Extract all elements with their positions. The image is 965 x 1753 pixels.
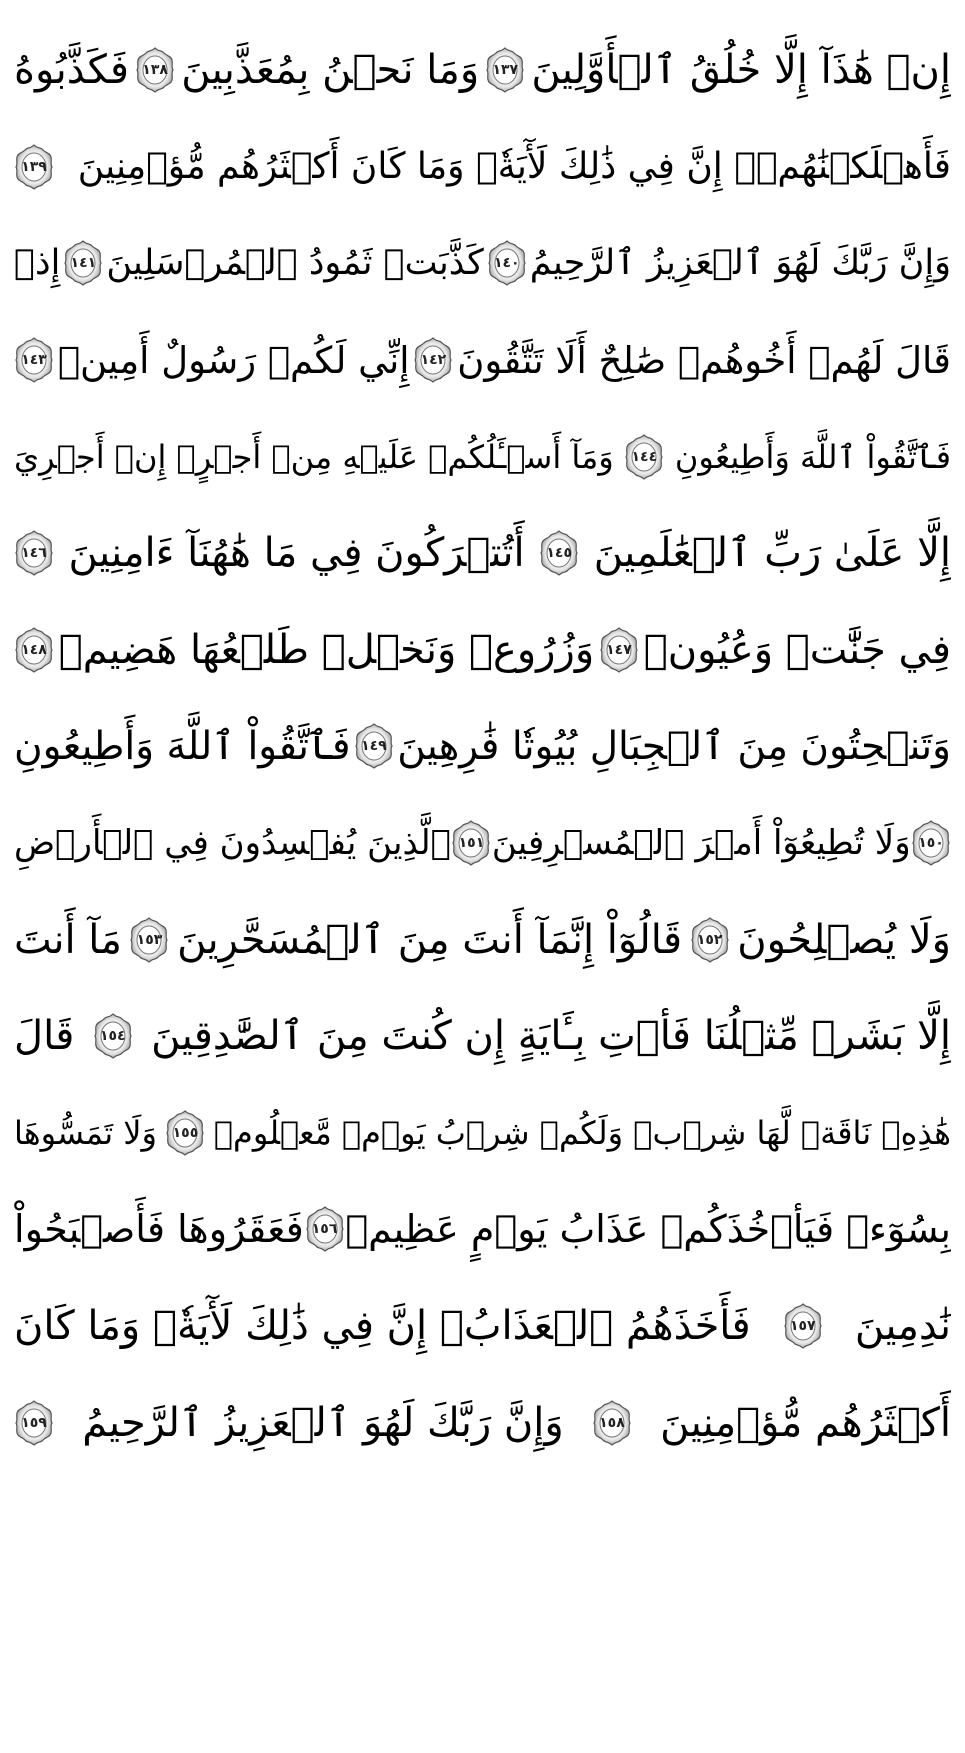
- verse-line: [14, 22, 951, 119]
- verse-line: [14, 1085, 951, 1182]
- ayah-number-marker: [14, 1400, 54, 1446]
- verse-text: وَلَا تَمَسُّوهَا: [14, 1113, 157, 1152]
- ayah-number: ١٣٨: [142, 62, 168, 79]
- verse-text: فَأَهۡلَكۡنَٰهُمۡۚ إِنَّ فِي ذَٰلِكَ لَأٓيَةٗۖ وَمَا كَانَ أَكۡثَرُهُم مُّؤۡمِنِينَ: [77, 145, 951, 187]
- ayah-number-marker: [63, 240, 103, 286]
- ayah-number-marker: [14, 530, 54, 576]
- verse-lines: [14, 22, 951, 1471]
- verse-text: إِذۡ: [14, 242, 61, 283]
- verse-line: [14, 1278, 951, 1375]
- ayah-number-marker: [14, 627, 54, 673]
- ayah-number: ١٥٠: [918, 835, 944, 852]
- ayah-number: ١٥٦: [311, 1221, 338, 1238]
- verse-text: فَأَخَذَهُمُ ٱلۡعَذَابُۚ إِنَّ فِي ذَٰلِكَ لَأٓيَةٗۖ وَمَا كَانَ: [14, 1303, 751, 1350]
- verse-text: أَكۡثَرُهُم مُّؤۡمِنِينَ: [660, 1399, 951, 1446]
- ayah-number: ١٥٣: [136, 931, 163, 948]
- ayah-number-marker: [487, 240, 527, 286]
- ayah-number: ١٤٩: [361, 738, 387, 755]
- ayah-number: ١٤٨: [21, 641, 47, 658]
- verse-text: وَإِنَّ رَبَّكَ لَهُوَ ٱلۡعَزِيزُ ٱلرَّحِيمُ: [82, 1399, 564, 1446]
- ayah-number-marker: [624, 434, 664, 480]
- ayah-number-marker: [451, 820, 491, 866]
- ayah-number: ١٤٧: [606, 641, 632, 658]
- verse-text: قَالَ: [14, 1013, 75, 1060]
- verse-line: [14, 119, 951, 216]
- verse-line: [14, 1181, 951, 1278]
- verse-line: [14, 408, 951, 505]
- ayah-number: ١٤١: [70, 255, 97, 272]
- verse-text: فَٱتَّقُواْ ٱللَّهَ وَأَطِيعُونِ: [674, 437, 951, 476]
- ayah-number: ١٣٩: [21, 158, 47, 175]
- verse-text: وَمَا نَحۡنُ بِمُعَذَّبِينَ: [181, 47, 480, 94]
- verse-text: وَإِنَّ رَبَّكَ لَهُوَ ٱلۡعَزِيزُ ٱلرَّحِيمُ: [529, 242, 951, 283]
- ayah-number: ١٥٩: [21, 1414, 47, 1431]
- verse-line: [14, 312, 951, 409]
- verse-text: إِلَّا بَشَرٞ مِّثۡلُنَا فَأۡتِ بِـَٔايَةٍ إِن كُنتَ مِنَ ٱلصَّٰدِقِينَ: [151, 1013, 951, 1060]
- ayah-number-marker: [592, 1400, 632, 1446]
- ayah-number-marker: [135, 47, 175, 93]
- verse-text: إِنۡ هَٰذَآ إِلَّا خُلُقُ ٱلۡأَوَّلِينَ: [531, 47, 951, 94]
- ayah-number-marker: [599, 627, 639, 673]
- verse-text: ٱلَّذِينَ يُفۡسِدُونَ فِي ٱلۡأَرۡضِ: [14, 823, 452, 864]
- ayah-number-marker: [539, 530, 579, 576]
- verse-text: إِلَّا عَلَىٰ رَبِّ ٱلۡعَٰلَمِينَ: [593, 530, 951, 577]
- ayah-number: ١٤٦: [21, 545, 47, 562]
- verse-text: قَالَ لَهُمۡ أَخُوهُمۡ صَٰلِحٌ أَلَا تَتَّقُونَ: [457, 338, 951, 382]
- ayah-number: ١٤٥: [546, 545, 572, 562]
- verse-line: [14, 1374, 951, 1471]
- ayah-number: ١٥٧: [789, 1318, 816, 1335]
- ayah-number: ١٥٥: [172, 1124, 199, 1141]
- ayah-number: ١٥٤: [99, 1028, 126, 1045]
- verse-text: وَتَنۡحِتُونَ مِنَ ٱلۡجِبَالِ بُيُوتٗا فَٰرِهِينَ: [397, 723, 951, 769]
- verse-text: فِي جَنَّٰتٖ وَعُيُونٖ: [643, 626, 951, 673]
- ayah-number: ١٤٤: [631, 448, 658, 465]
- ayah-number-marker: [413, 337, 453, 383]
- ayah-number: ١٥٢: [696, 931, 723, 948]
- verse-text: وَزُرُوعٖ وَنَخۡلٖ طَلۡعُهَا هَضِيمٞ: [58, 626, 595, 673]
- verse-text: كَذَّبَتۡ ثَمُودُ ٱلۡمُرۡسَلِينَ: [106, 242, 484, 283]
- ayah-number-marker: [783, 1303, 823, 1349]
- verse-text: فَٱتَّقُواْ ٱللَّهَ وَأَطِيعُونِ: [14, 723, 351, 769]
- ayah-number: ١٤٢: [420, 352, 447, 369]
- ayah-number-marker: [14, 144, 54, 190]
- verse-text: إِنِّي لَكُمۡ رَسُولٌ أَمِينٞ: [57, 338, 410, 382]
- ayah-number-marker: [485, 47, 525, 93]
- verse-text: مَآ أَنتَ: [14, 916, 122, 963]
- verse-line: [14, 215, 951, 312]
- verse-text: وَلَا تُطِيعُوٓاْ أَمۡرَ ٱلۡمُسۡرِفِينَ: [491, 823, 911, 864]
- ayah-number-marker: [129, 917, 169, 963]
- verse-text: قَالُوٓاْ إِنَّمَآ أَنتَ مِنَ ٱلۡمُسَحَّرِينَ: [177, 916, 683, 963]
- verse-line: [14, 891, 951, 988]
- ayah-number-marker: [165, 1110, 205, 1156]
- verse-text: هَٰذِهِۦ نَاقَةٞ لَّهَا شِرۡبٞ وَلَكُمۡ شِرۡبُ يَوۡمٖ مَّعۡلُومٖ: [213, 1113, 951, 1152]
- ayah-number-marker: [354, 723, 394, 769]
- verse-text: وَلَا يُصۡلِحُونَ: [737, 916, 951, 963]
- verse-line: [14, 698, 951, 795]
- ayah-number-marker: [911, 820, 951, 866]
- ayah-number: ١٤٣: [21, 352, 47, 369]
- ayah-number: ١٥٨: [599, 1414, 625, 1431]
- ayah-number-marker: [690, 917, 730, 963]
- verse-text: أَتُتۡرَكُونَ فِي مَا هَٰهُنَآ ءَامِنِينَ: [68, 530, 525, 577]
- verse-text: نَٰدِمِينَ: [854, 1303, 951, 1350]
- ayah-number-marker: [305, 1206, 345, 1252]
- ayah-number: ١٥١: [458, 835, 485, 852]
- ayah-number: ١٣٧: [492, 62, 519, 79]
- ayah-number-marker: [93, 1013, 133, 1059]
- verse-line: [14, 602, 951, 699]
- verse-text: بِسُوٓءٖ فَيَأۡخُذَكُمۡ عَذَابُ يَوۡمٍ عَظِيمٖ: [345, 1207, 951, 1252]
- ayah-number-marker: [14, 337, 54, 383]
- verse-line: [14, 988, 951, 1085]
- ayah-number: ١٤٠: [493, 255, 520, 272]
- verse-text: فَعَقَرُوهَا فَأَصۡبَحُواْ: [14, 1207, 304, 1252]
- verse-line: [14, 505, 951, 602]
- verse-line: [14, 795, 951, 892]
- verse-text: فَكَذَّبُوهُ: [14, 47, 129, 94]
- verse-text: وَمَآ أَسۡـَٔلُكُمۡ عَلَيۡهِ مِنۡ أَجۡرٍۖ إِنۡ أَجۡرِيَ: [14, 437, 614, 476]
